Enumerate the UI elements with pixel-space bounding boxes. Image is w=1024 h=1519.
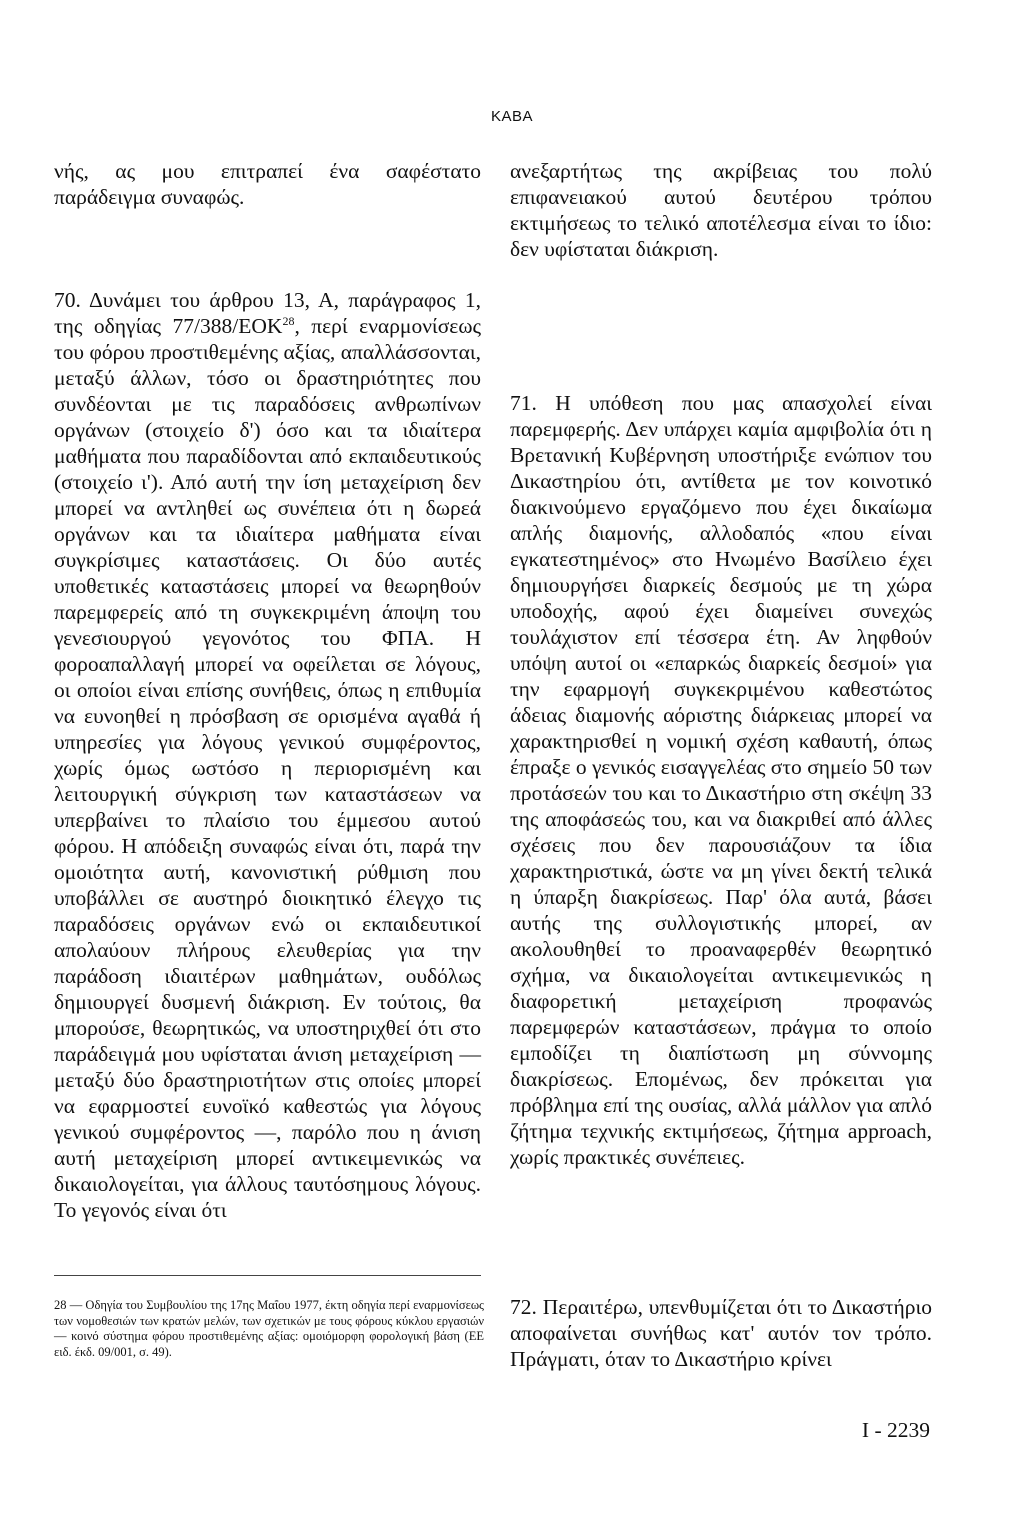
footnote-reference-28[interactable]: 28 [282,313,295,328]
paragraph-72: 72. Περαιτέρω, υπενθυμίζεται ότι το Δικαστήριο αποφαίνεται συνήθως κατ' αυτόν τον τρόπο. Πράγματι, όταν το Δικαστήριο κρίνει [510,1295,932,1371]
left-intro-text: νής, ας μου επιτραπεί ένα σαφέστατο παράδειγμα συναφώς. [54,159,481,209]
paragraph-70-part1: 70. Δυνάμει του άρθρου 13, Α, παράγραφος 1, της οδηγίας 77/388/ΕΟΚ [54,288,481,338]
paragraph-70 [54,287,481,1223]
footnote-28: 28 — Οδηγία του Συμβουλίου της 17ης Μαΐου 1977, έκτη οδηγία περί εναρμονίσεως των νομοθεσιών των κρατών μελών, των σχετικών με τους φόρους κύκλου εργασιών — κοινό σύστημα φόρου προστιθεμένης αξίας: ομοιόμορφη φορολογική βάση (ΕΕ ειδ. έκδ. 09/001, σ. 49). [54,1298,484,1359]
paragraph-71: 71. Η υπόθεση που μας απασχολεί είναι παρεμφερής. Δεν υπάρχει καμία αμφιβολία ότι η Βρετανική Κυβέρνηση υποστήριξε ενώπιον του Δικαστηρίου ότι, αντίθετα με τον κοινοτικό διακινούμενο εργαζόμενο που έχει δικαίωμα απλής διαμονής, αλλοδαπός «που είναι εγκατεστημένος» στο Ηνωμένο Βασίλειο έχει δημιουργήσει διαρκείς δεσμούς με τη χώρα υποδοχής, αφού έχει διαμείνει συνεχώς τουλάχιστον επί τέσσερα έτη. Αν ληφθούν υπόψη αυτοί οι «επαρκώς διαρκείς δεσμοί» για την εφαρμογή συγκεκριμένου καθεστώτος άδειας διαμονής αόριστης διάρκειας μπορεί να χαρακτηρισθεί η νομική σχέση καθαυτή, όπως έπραξε ο γενικός εισαγγελέας στο σημείο 50 των προτάσεών του και το Δικαστήριο στη σκέψη 33 της αποφάσεώς του, και να διακριθεί από άλλες σχέσεις που δεν παρουσιάζουν τα ίδια χαρακτηριστικά, ώστε να μη γίνει δεκτή τελικά η ύπαρξη διακρίσεως. Παρ' όλα αυτά, βάσει αυτής της συλλογιστικής μπορεί, αν ακολουθηθεί το προαναφερθέν θεωρητικό σχήμα, να δικαιολογείται αντικειμενικώς η διαφορετική μεταχείριση προφανώς παρεμφερών καταστάσεων, πράγμα το οποίο εμποδίζει τη διαπίστωση μη σύννομης διακρίσεως. Επομένως, δεν πρόκειται για πρόβλημα επί της ουσίας, αλλά μάλλον για απλό ζήτημα τεχνικής εκτιμήσεως, ζήτημα approach, χωρίς πρακτικές συνέπειες. [510,391,932,1169]
running-head: KABA [490,108,534,125]
right-intro-text: ανεξαρτήτως της ακρίβειας του πολύ επιφανειακού αυτού δευτέρου τρόπου εκτιμήσεως το τελικό αποτέλεσμα είναι το ίδιο: δεν υφίσταται διάκριση. [510,159,932,261]
footnote-divider [54,1275,481,1276]
page-number: I - 2239 [861,1418,930,1442]
paragraph-70-part2: , περί εναρμονίσεως του φόρου προστιθεμένης αξίας, απαλλάσσονται, μεταξύ άλλων, τόσο οι δραστηριότητες που συνδέονται με τις παραδόσεις ανθρωπίνων οργάνων (στοιχείο δ') όσο και τα ιδιαίτερα μαθήματα που παραδίδονται από εκπαιδευτικούς (στοιχείο ι'). Από αυτή την ίση μεταχείριση δεν μπορεί να αντληθεί ως συνέπεια ότι η δωρεά οργάνων και τα ιδιαίτερα μαθήματα είναι συγκρίσιμες καταστάσεις. Οι δύο αυτές υποθετικές καταστάσεις μπορεί να θεωρηθούν παρεμφερείς από τη συγκεκριμένη άποψη του γενεσιουργού γεγονότος του ΦΠΑ. Η φοροαπαλλαγή μπορεί να οφείλεται σε λόγους, οι οποίοι είναι επίσης συνήθεις, όπως η επιθυμία να ευνοηθεί η πρόσβαση σε ορισμένα αγαθά ή υπηρεσίες για λόγους γενικού συμφέροντος, χωρίς όμως ωστόσο η περιορισμένη και λειτουργική σύγκριση των καταστάσεων να υπερβαίνει το πλαίσιο του έμμεσου αυτού φόρου. Η απόδειξη συναφώς είναι ότι, παρά την ομοιότητα αυτή, κανονιστική ρύθμιση που υποβάλλει σε αυστηρό διοικητικό έλεγχο τις παραδόσεις οργάνων ενώ οι εκπαιδευτικοί απολαύουν πλήρους ελευθερίας για την παράδοση ιδιαιτέρων μαθημάτων, ουδόλως δημιουργεί δυσμενή διάκριση. Εν τούτοις, θα μπορούσε, θεωρητικώς, να υποστηριχθεί ότι στο παράδειγμά μου υφίσταται άνιση μεταχείριση — μεταξύ δύο δραστηριοτήτων στις οποίες μπορεί να εφαρμοστεί ευνοϊκό καθεστώς για λόγους γενικού συμφέροντος —, παρόλο που η άνιση αυτή μεταχείριση μπορεί αντικειμενικώς να δικαιολογείται, για άλλους ταυτόσημους λόγους. Το γεγονός είναι ότι [54,314,481,1222]
